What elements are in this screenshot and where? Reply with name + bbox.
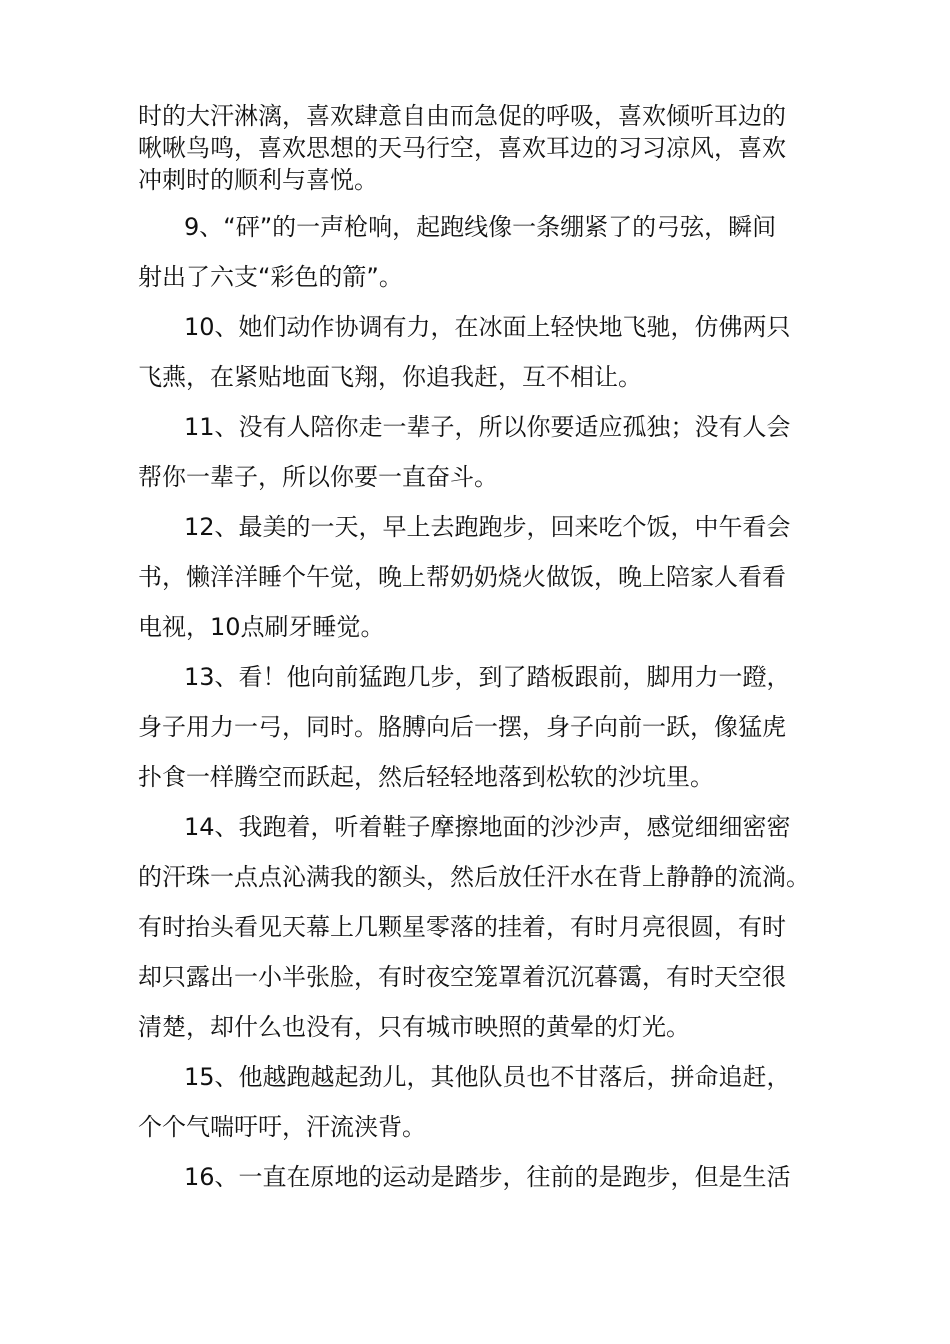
paragraph-10: [138, 302, 818, 402]
paragraph-12: [138, 502, 818, 652]
text-line: 电视，10点刷牙睡觉。: [138, 613, 385, 641]
text-line: 14、我跑着，听着鞋子摩擦地面的沙沙声，感觉细细密密: [184, 813, 791, 841]
text-line: 却只露出一小半张脸，有时夜空笼罩着沉沉暮霭，有时天空很: [138, 963, 786, 991]
paragraph-13: [138, 652, 818, 802]
text-line: 13、看！他向前猛跑几步，到了踏板跟前，脚用力一蹬，: [184, 663, 791, 691]
text-line: 16、一直在原地的运动是踏步，往前的是跑步，但是生活: [184, 1163, 791, 1191]
paragraph-14: [138, 802, 818, 1052]
text-line: 12、最美的一天，早上去跑跑步，回来吃个饭，中午看会: [184, 513, 791, 541]
text-line: 啾啾鸟鸣，喜欢思想的天马行空，喜欢耳边的习习凉风，喜欢: [138, 134, 786, 162]
document-body: [138, 100, 818, 1202]
text-line: 清楚，却什么也没有，只有城市映照的黄晕的灯光。: [138, 1013, 690, 1041]
text-line: 书，懒洋洋睡个午觉，晚上帮奶奶烧火做饭，晚上陪家人看看: [138, 563, 786, 591]
paragraph-9: [138, 202, 818, 302]
continuation-paragraph: [138, 100, 818, 196]
text-line: 冲刺时的顺利与喜悦。: [138, 166, 378, 194]
text-line: 10、她们动作协调有力，在冰面上轻快地飞驰，仿佛两只: [184, 313, 791, 341]
text-line: 个个气喘吁吁，汗流浃背。: [138, 1113, 426, 1141]
paragraph-16: [138, 1152, 818, 1202]
text-line: 11、没有人陪你走一辈子，所以你要适应孤独；没有人会: [184, 413, 791, 441]
paragraph-11: [138, 402, 818, 502]
text-line: 扑食一样腾空而跃起，然后轻轻地落到松软的沙坑里。: [138, 763, 714, 791]
text-line: 时的大汗淋漓，喜欢肆意自由而急促的呼吸，喜欢倾听耳边的: [138, 102, 786, 130]
paragraph-15: [138, 1052, 818, 1152]
text-line: 飞燕，在紧贴地面飞翔，你追我赶，互不相让。: [138, 363, 642, 391]
text-line: 15、他越跑越起劲儿，其他队员也不甘落后，拼命追赶，: [184, 1063, 791, 1091]
text-line: 帮你一辈子，所以你要一直奋斗。: [138, 463, 498, 491]
text-line: 身子用力一弓，同时。胳膊向后一摆，身子向前一跃，像猛虎: [138, 713, 786, 741]
text-line: 9、“砰”的一声枪响，起跑线像一条绷紧了的弓弦，瞬间: [184, 213, 777, 241]
text-line: 有时抬头看见天幕上几颗星零落的挂着，有时月亮很圆，有时: [138, 913, 786, 941]
text-line: 的汗珠一点点沁满我的额头，然后放任汗水在背上静静的流淌。: [138, 863, 810, 891]
text-line: 射出了六支“彩色的箭”。: [138, 263, 403, 291]
